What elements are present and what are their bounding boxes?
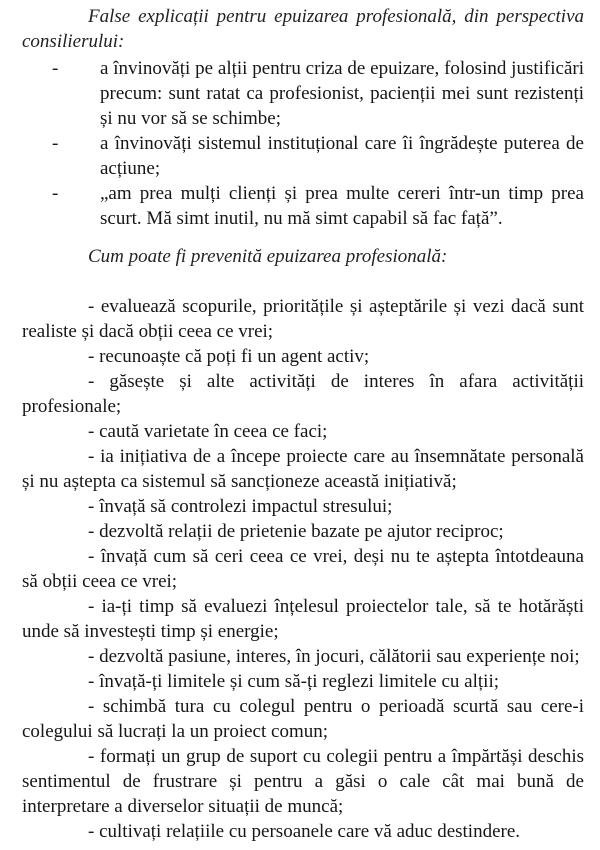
list-item: - găsește și alte activități de interes în afara activității profesionale; [22, 371, 584, 417]
list-item: - caută varietate în ceea ce faci; [88, 421, 328, 442]
list-item-text: a învinovăți pe alții pentru criza de epuizare, folosind justificări precum: sunt ratat ca profesionist, pacienții mei sunt rezistenți și nu vor să se schimbe; [100, 58, 584, 129]
list-item: - învață-ți limitele și cum să-ți reglezi limitele cu alții; [88, 671, 500, 692]
false-explanations-list [22, 56, 584, 231]
list-item-text: a învinovăți sistemul instituțional care îi îngrădește puterea de acțiune; [100, 133, 584, 179]
list-item-text: „am prea mulți clienți și prea multe cereri într-un timp prea scurt. Mă simt inutil, nu mă simt capabil să fac față”. [100, 183, 584, 229]
list-item: - dezvoltă relații de prietenie bazate pe ajutor reciproc; [88, 521, 504, 542]
list-item [22, 56, 584, 131]
list-item: - învață să controlezi impactul stresului; [88, 496, 393, 517]
list-item [22, 181, 584, 231]
section-heading-prevention: Cum poate fi prevenită epuizarea profesională: [88, 246, 448, 267]
list-item: - învață cum să ceri ceea ce vrei, deși nu te aștepta întotdeauna să obții ceea ce vrei; [22, 546, 584, 592]
section-heading-false-explanations: False explicații pentru epuizarea profesională, din perspectiva consilierului: [22, 6, 584, 52]
dash-bullet: - [52, 183, 59, 204]
list-item: - ia-ți timp să evaluezi înțelesul proiectelor tale, să te hotărăști unde să investești timp și energie; [22, 596, 584, 642]
list-item: - cultivați relațiile cu persoanele care vă aduc destindere. [88, 821, 521, 842]
list-item: - formați un grup de suport cu colegii pentru a împărtăși deschis sentimentul de frustrare și pentru a găsi o cale cât mai bună de interpretare a diverselor situații de muncă; [22, 746, 584, 817]
list-item: - dezvoltă pasiune, interes, în jocuri, călătorii sau experiențe noi; [88, 646, 580, 667]
list-item [22, 131, 584, 181]
list-item: - recunoaște că poți fi un agent activ; [88, 346, 370, 367]
dash-bullet: - [52, 133, 59, 154]
dash-bullet: - [52, 58, 59, 79]
list-item: - evaluează scopurile, prioritățile și așteptările și vezi dacă sunt realiste și dacă obții ceea ce vrei; [22, 296, 584, 342]
prevention-list [22, 294, 584, 844]
list-item: - ia inițiativa de a începe proiecte care au însemnătate personală și nu aștepta ca sistemul să sancționeze această inițiativă; [22, 446, 584, 492]
list-item: - schimbă tura cu colegul pentru o perioadă scurtă sau cere-i colegului să lucrați la un proiect comun; [22, 696, 584, 742]
